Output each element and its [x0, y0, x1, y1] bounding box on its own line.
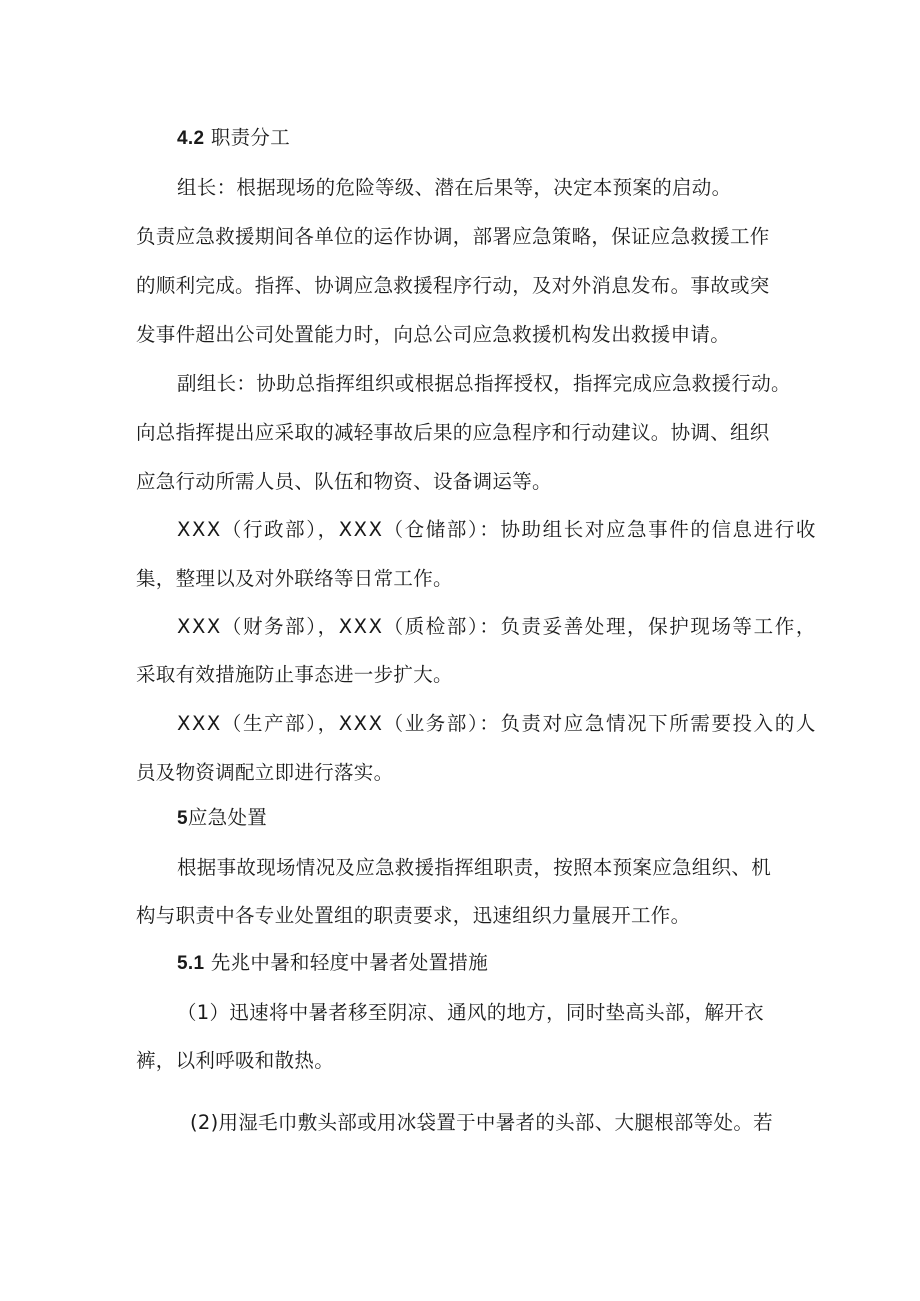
- list-item-line: 裤，以利呼吸和散热。: [136, 1049, 335, 1072]
- section-number: 5: [177, 808, 188, 829]
- section-title: 应急处置: [187, 806, 268, 829]
- paragraph-line: 集，整理以及对外联络等日常工作。: [136, 567, 453, 590]
- section-4-2-heading: [177, 123, 290, 154]
- paragraph-line: 员及物资调配立即进行落实。: [136, 761, 394, 784]
- paragraph-line: 应急行动所需人员、队伍和物资、设备调运等。: [136, 470, 552, 493]
- paragraph-line: XXX（生产部），XXX（业务部）：负责对应急情况下所需要投入的人: [177, 712, 817, 735]
- section-title: 先兆中暑和轻度中暑者处置措施: [204, 951, 489, 974]
- paragraph-line: 向总指挥提出应采取的减轻事故后果的应急程序和行动建议。协调、组织: [136, 421, 770, 444]
- paragraph-line: 发事件超出公司处置能力时，向总公司应急救援机构发出救援申请。: [136, 323, 731, 346]
- section-number: 5.1: [177, 953, 205, 974]
- paragraph-line: 组长：根据现场的危险等级、潜在后果等，决定本预案的启动。: [177, 176, 732, 199]
- section-title: 职责分工: [204, 126, 291, 149]
- list-item-line: （1）迅速将中暑者移至阴凉、通风的地方，同时垫高头部，解开衣: [177, 1001, 764, 1024]
- section-5-heading: [177, 803, 267, 834]
- section-number: 4.2: [177, 128, 205, 149]
- list-item-line: (2)用湿毛巾敷头部或用冰袋置于中暑者的头部、大腿根部等处。若: [190, 1111, 773, 1134]
- paragraph-line: 负责应急救援期间各单位的运作协调，部署应急策略，保证应急救援工作: [136, 225, 770, 248]
- paragraph-line: 采取有效措施防止事态进一步扩大。: [136, 663, 453, 686]
- paragraph-line: XXX（行政部），XXX（仓储部）：协助组长对应急事件的信息进行收: [177, 518, 817, 541]
- paragraph-line: 构与职责中各专业处置组的职责要求，迅速组织力量展开工作。: [136, 904, 691, 927]
- section-5-1-heading: [177, 948, 488, 979]
- paragraph-line: 的顺利完成。指挥、协调应急救援程序行动，及对外消息发布。事故或突: [136, 274, 770, 297]
- paragraph-line: 根据事故现场情况及应急救援指挥组职责，按照本预案应急组织、机: [177, 856, 772, 879]
- paragraph-line: XXX（财务部），XXX（质检部）：负责妥善处理，保护现场等工作，: [177, 615, 817, 638]
- paragraph-line: 副组长：协助总指挥组织或根据总指挥授权，指挥完成应急救援行动。: [177, 372, 791, 395]
